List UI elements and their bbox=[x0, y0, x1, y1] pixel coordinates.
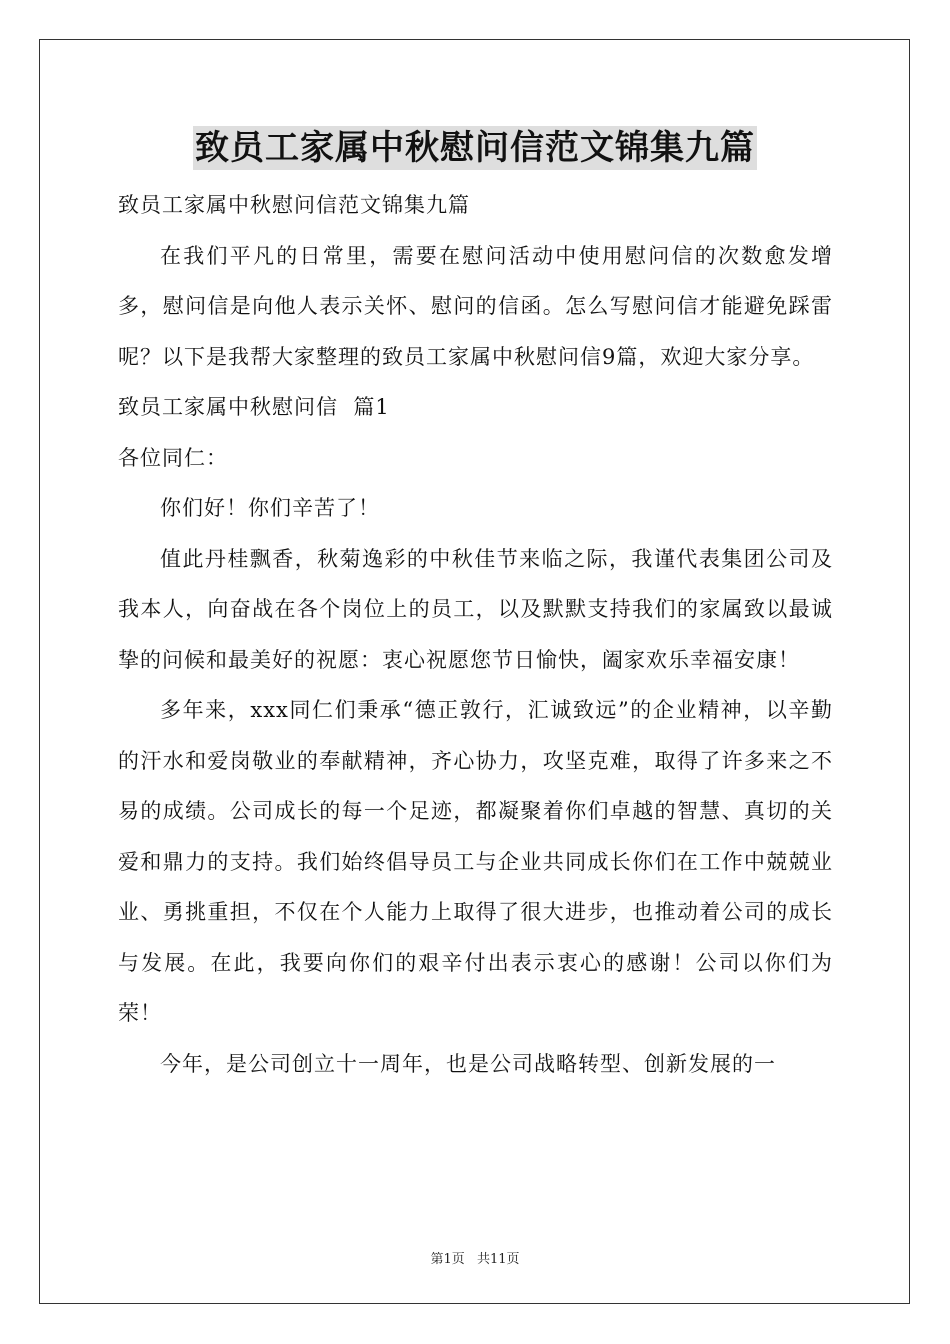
page-total: 共11页 bbox=[476, 1252, 520, 1267]
greeting-line: 你们好！你们辛苦了！ bbox=[160, 496, 380, 520]
document-title: 致员工家属中秋慰问信范文锦集九篇 bbox=[195, 128, 755, 168]
page-number: 第1页 bbox=[430, 1252, 465, 1267]
document-subtitle: 致员工家属中秋慰问信范文锦集九篇 bbox=[118, 193, 470, 217]
section-heading: 致员工家属中秋慰问信 篇1 bbox=[118, 395, 390, 419]
body-paragraph: 多年来，xxx同仁们秉承“德正敦行，汇诚致远”的企业精神，以辛勤的汗水和爱岗敬业的奉献精神，齐心协力，攻坚克难，取得了许多来之不易的成绩。公司成长的每一个足迹，都凝聚着你们卓越的智慧、真切的关爱和鼎力的支持。我们始终倡导员工与企业共同成长你们在工作中兢兢业业、勇挑重担，不仅在个人能力上取得了很大进步，也推动着公司的成长与发展。在此，我要向你们的艰辛付出表示衷心的感谢！公司以你们为荣！ bbox=[118, 698, 833, 1025]
document-body bbox=[118, 180, 833, 1089]
intro-paragraph: 在我们平凡的日常里，需要在慰问活动中使用慰问信的次数愈发增多，慰问信是向他人表示关怀、慰问的信函。怎么写慰问信才能避免踩雷呢？以下是我帮大家整理的致员工家属中秋慰问信9篇，欢迎大家分享。 bbox=[118, 243, 833, 369]
body-paragraph: 今年，是公司创立十一周年，也是公司战略转型、创新发展的一 bbox=[160, 1051, 776, 1076]
title-container bbox=[0, 126, 950, 170]
salutation: 各位同仁： bbox=[118, 445, 228, 470]
body-paragraph: 值此丹桂飘香，秋菊逸彩的中秋佳节来临之际，我谨代表集团公司及我本人，向奋战在各个岗位上的员工，以及默默支持我们的家属致以最诚挚的问候和最美好的祝愿：衷心祝愿您节日愉快，阖家欢乐幸福安康！ bbox=[118, 546, 833, 672]
page-footer bbox=[0, 1248, 950, 1267]
